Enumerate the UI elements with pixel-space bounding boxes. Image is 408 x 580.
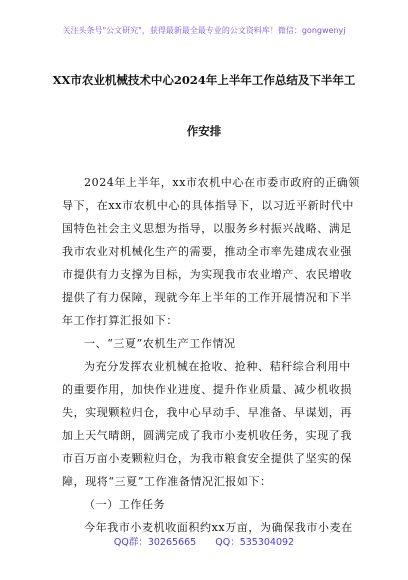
- document-title-line-1: XX市农业机械技术中心2024年上半年工作总结及下半年工: [52, 73, 356, 87]
- body-line: 市百万亩小麦颗粒归仓，为我市粮食安全提供了坚实的保: [62, 452, 352, 465]
- body-line: 的重要作用，加快作业进度、提升作业质量、减少机收损: [62, 383, 352, 396]
- subsection-heading: （一）工作任务: [84, 498, 166, 511]
- body-line: 2024年上半年，xx市农机中心在市委市政府的正确领: [84, 176, 360, 189]
- qq-number-label: QQ：535304092: [215, 537, 295, 548]
- body-line: 为充分发挥农业机械在抢收、抢种、秸秆综合利用中: [84, 360, 351, 373]
- body-line: 提供了有力保障，现就今年上半年的工作开展情况和下半: [62, 291, 352, 304]
- section-heading: 一、“三夏”农机生产工作情况: [84, 337, 236, 350]
- body-line: 年工作打算汇报如下：: [62, 314, 178, 327]
- body-line: 国特色社会主义思想为指导，以服务乡村振兴战略、满足: [62, 222, 352, 235]
- body-line: 今年我市小麦机收面积约xx万亩，为确保我市小麦在: [84, 521, 353, 534]
- body-line: 导下，在xx市农机中心的具体指导下，以习近平新时代中: [62, 199, 355, 212]
- document-title-line-2: 作安排: [186, 124, 222, 138]
- body-line: 市提供有力支撑为目标，为实现我市农业增产、农民增收: [62, 268, 352, 281]
- body-line: 失，实现颗粒归仓，我中心早动手、早准备、早谋划，再: [62, 406, 352, 419]
- promo-banner: 关注头条号"公文研究"，获得最新最全最专业的公文资料库！微信：gongwenyj: [62, 26, 346, 35]
- qq-group-label: QQ群：30265665: [113, 537, 197, 548]
- contact-footer: [0, 534, 408, 548]
- body-line: 加上天气晴朗，圆满完成了我市小麦机收任务，实现了我: [62, 429, 352, 442]
- body-line: 我市农业对机械化生产的需要，推动全市率先建成农业强: [62, 245, 352, 258]
- body-line: 障，现将“三夏”工作准备情况汇报如下：: [62, 475, 272, 488]
